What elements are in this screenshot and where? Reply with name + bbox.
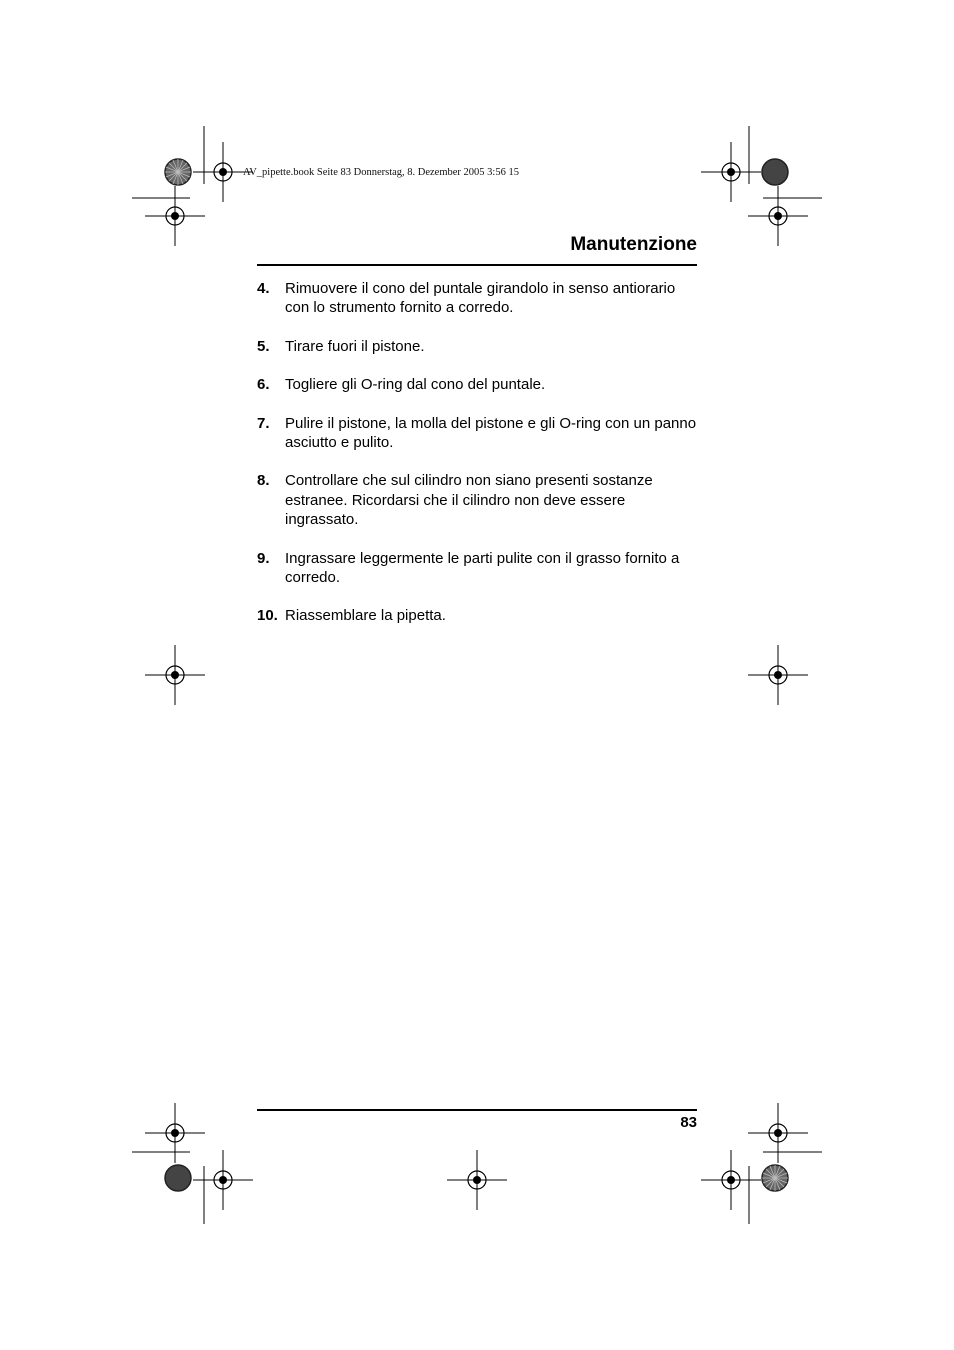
step-number: 5. [257,337,270,355]
print-header: AV_pipette.book Seite 83 Donnerstag, 8. Dezember 2005 3:56 15 [243,167,519,178]
list-item [257,549,697,588]
step-number: 6. [257,376,270,394]
list-item [257,606,697,625]
step-number: 4. [257,280,270,297]
steps-list [257,279,697,645]
step-text: Tirare fuori il pistone. [285,337,425,355]
list-item [257,414,697,453]
footer-rule [257,1109,697,1111]
page-number: 83 [680,1114,697,1131]
header-rule [257,264,697,266]
step-number: 7. [257,414,270,432]
list-item [257,279,697,318]
step-text: Pulire il pistone, la molla del pistone e gli O-ring con un panno asciutto e pulito. [285,414,697,452]
step-text: Rimuovere il cono del puntale girandolo in senso antiorario con lo strumento fornito a corredo. [285,280,676,317]
step-text: Riassemblare la pipetta. [285,607,446,625]
list-item [257,337,697,356]
step-number: 10. [257,607,278,625]
step-text: Togliere gli O-ring dal cono del puntale. [285,376,546,394]
step-text: Ingrassare leggermente le parti pulite con il grasso fornito a corredo. [285,549,680,587]
section-title: Manutenzione [570,234,697,255]
list-item [257,471,697,529]
step-number: 8. [257,472,270,490]
step-number: 9. [257,549,270,567]
list-item [257,375,697,394]
step-text: Controllare che sul cilindro non siano presenti sostanze estranee. Ricordarsi che il cilindro non deve essere ingrassato. [285,472,653,529]
